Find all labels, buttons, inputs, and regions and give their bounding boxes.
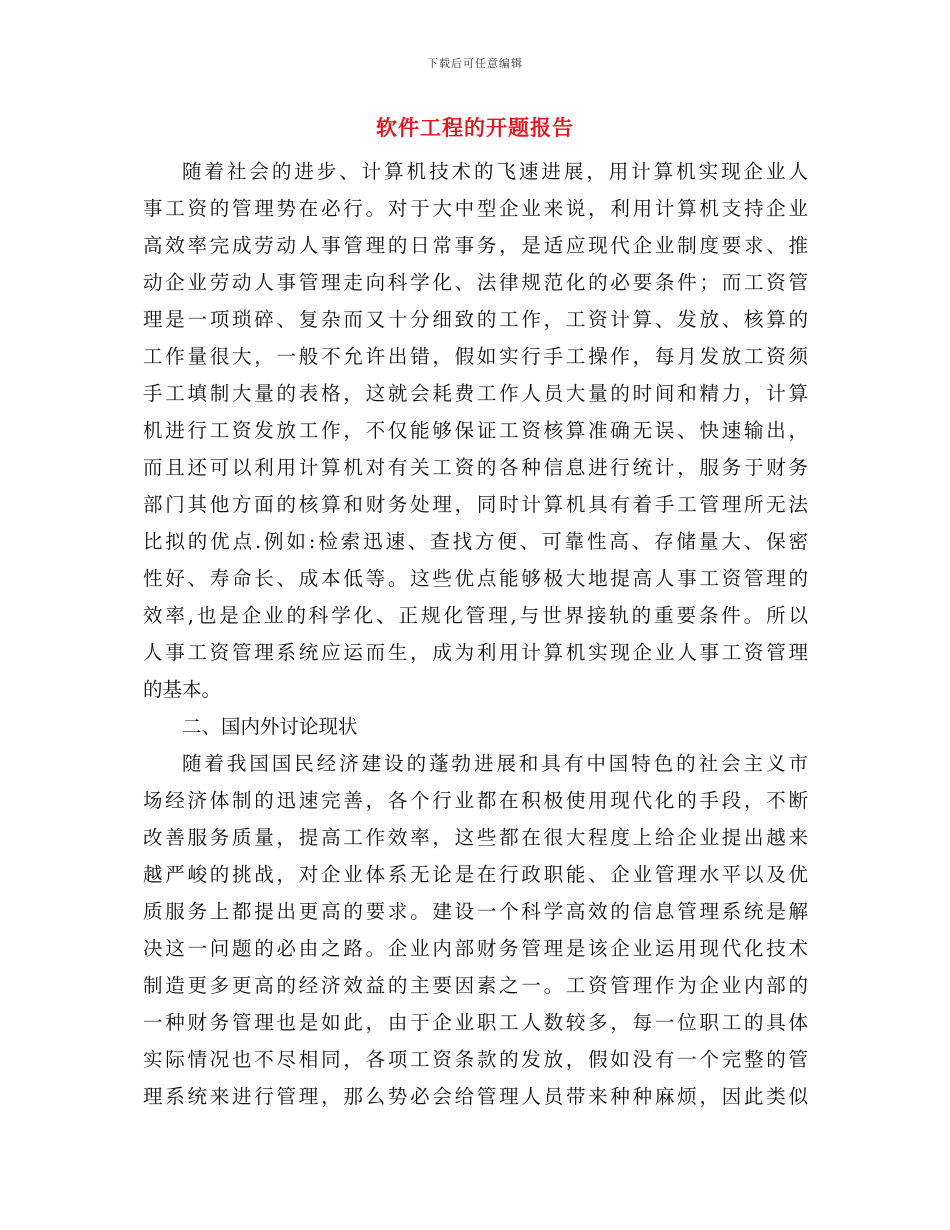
paragraph-line: 一种财务管理也是如此，由于企业职工人数较多，每一位职工的具体 — [143, 1011, 808, 1034]
paragraph-line: 性好、寿命长、成本低等。这些优点能够极大地提高人事工资管理的 — [143, 567, 808, 590]
paragraph-line: 越严峻的挑战，对企业体系无论是在行政职能、企业管理水平以及优 — [143, 863, 808, 886]
paragraph-line: 理系统来进行管理，那么势必会给管理人员带来种种麻烦，因此类似 — [143, 1085, 808, 1108]
paragraph-line: 人事工资管理系统应运而生，成为利用计算机实现企业人事工资管理 — [143, 641, 808, 664]
paragraph-line: 制造更多更高的经济效益的主要因素之一。工资管理作为企业内部的 — [143, 974, 808, 997]
paragraph-line: 机进行工资发放工作，不仅能够保证工资核算准确无误、快速输出， — [143, 419, 808, 442]
document-title: 软件工程的开题报告 — [376, 116, 574, 140]
paragraph-line: 效率,也是企业的科学化、正规化管理,与世界接轨的重要条件。所以 — [143, 604, 808, 627]
paragraph-line: 动企业劳动人事管理走向科学化、法律规范化的必要条件；而工资管 — [143, 271, 808, 294]
paragraph-line: 而且还可以利用计算机对有关工资的各种信息进行统计，服务于财务 — [143, 456, 808, 479]
paragraph-line: 决这一问题的必由之路。企业内部财务管理是该企业运用现代化技术 — [143, 937, 808, 960]
paragraph-line: 质服务上都提出更高的要求。建设一个科学高效的信息管理系统是解 — [143, 900, 808, 923]
document-body — [143, 153, 808, 1115]
section-heading: 二、国内外讨论现状 — [182, 715, 358, 738]
paragraph-line: 随着社会的进步、计算机技术的飞速进展，用计算机实现企业人 — [182, 160, 808, 183]
paragraph-line: 高效率完成劳动人事管理的日常事务，是适应现代企业制度要求、推 — [143, 234, 808, 257]
paragraph-line: 场经济体制的迅速完善，各个行业都在积极使用现代化的手段，不断 — [143, 789, 808, 812]
header-note: 下载后可任意编辑 — [427, 57, 523, 70]
paragraph-line: 的基本。 — [143, 678, 222, 701]
paragraph-line: 比拟的优点.例如:检索迅速、查找方便、可靠性高、存储量大、保密 — [143, 530, 808, 553]
paragraph-line: 事工资的管理势在必行。对于大中型企业来说，利用计算机支持企业 — [143, 197, 808, 220]
paragraph-line: 部门其他方面的核算和财务处理，同时计算机具有着手工管理所无法 — [143, 493, 808, 516]
paragraph-line: 理是一项琐碎、复杂而又十分细致的工作，工资计算、发放、核算的 — [143, 308, 808, 331]
paragraph-line: 工作量很大，一般不允许出错，假如实行手工操作，每月发放工资须 — [143, 345, 808, 368]
paragraph-line: 手工填制大量的表格，这就会耗费工作人员大量的时间和精力，计算 — [143, 382, 808, 405]
paragraph-line: 随着我国国民经济建设的蓬勃进展和具有中国特色的社会主义市 — [182, 752, 808, 775]
paragraph-line: 改善服务质量，提高工作效率，这些都在很大程度上给企业提出越来 — [143, 826, 808, 849]
paragraph-line: 实际情况也不尽相同，各项工资条款的发放，假如没有一个完整的管 — [143, 1048, 808, 1071]
